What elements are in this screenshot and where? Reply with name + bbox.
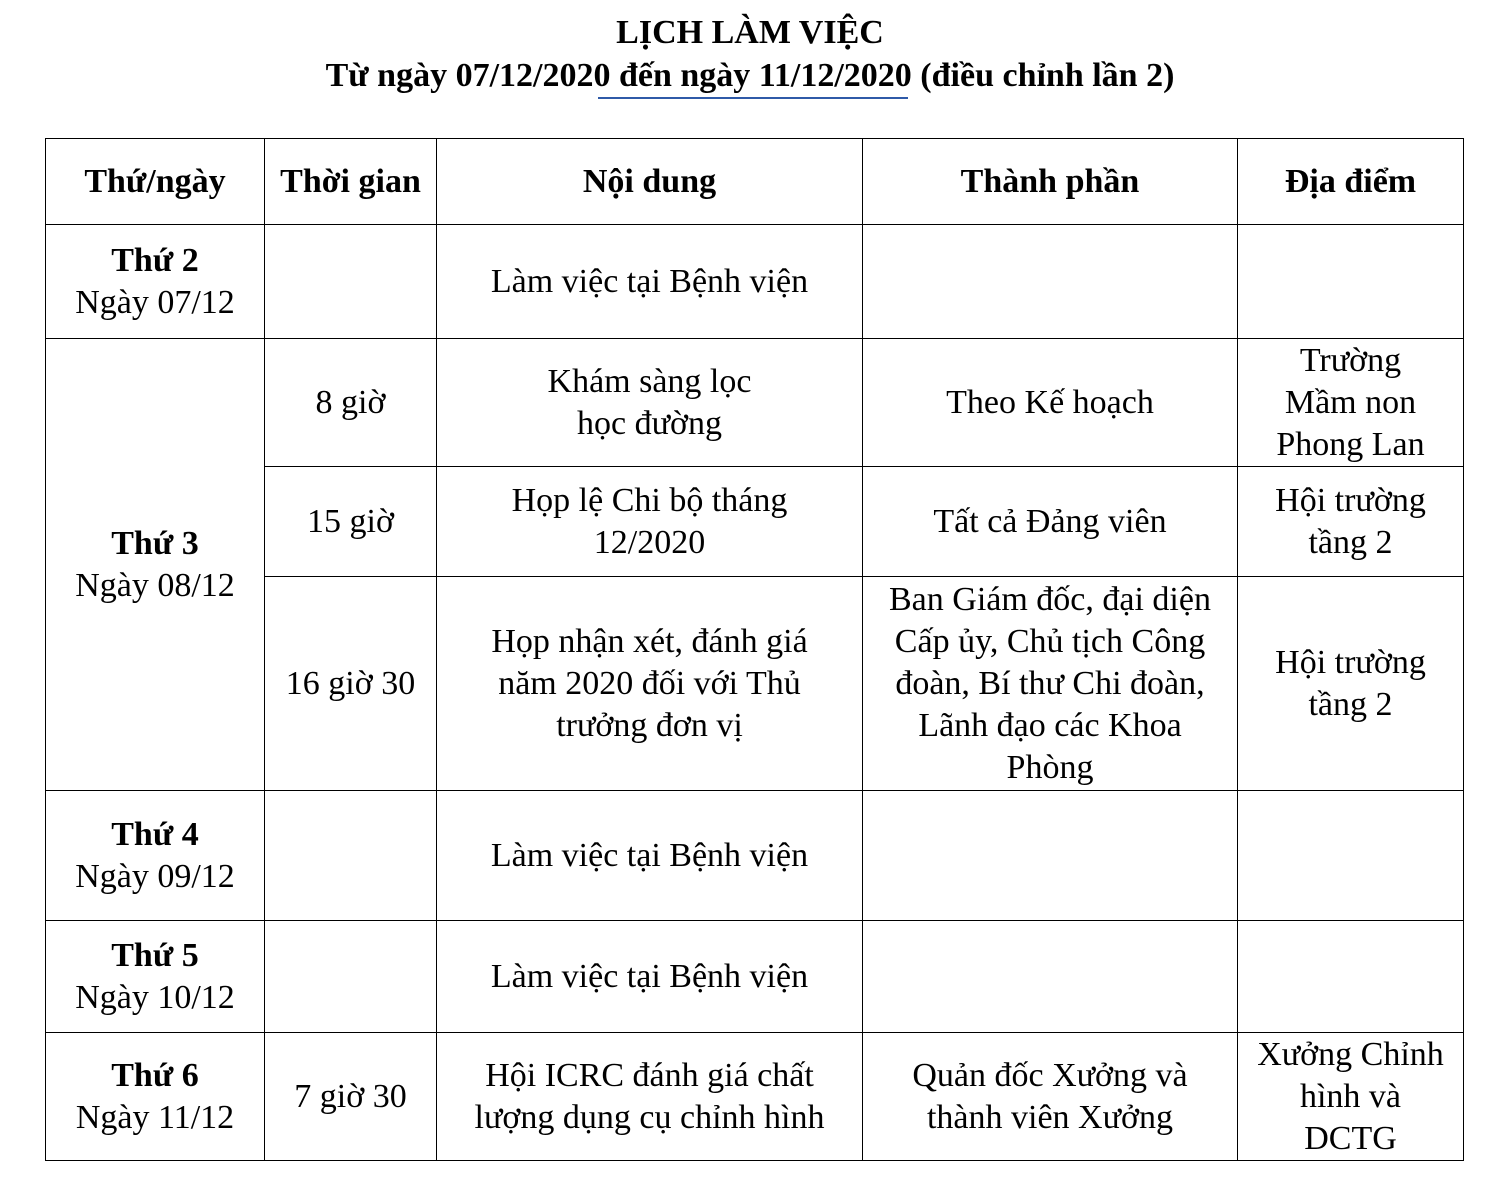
day-name: Thứ 5 [111,936,199,974]
participants-cell: Ban Giám đốc, đại diện Cấp ủy, Chủ tịch Công đoàn, Bí thư Chi đoàn, Lãnh đạo các Khoa Phòng [863,577,1238,791]
table-row [46,339,1464,467]
participants-cell [863,791,1238,921]
table-row [46,1033,1464,1161]
content-cell: Họp nhận xét, đánh giá năm 2020 đối với Thủ trưởng đơn vị [437,577,863,791]
day-date: Ngày 11/12 [75,1098,235,1136]
content-cell: Hội ICRC đánh giá chất lượng dụng cụ chỉnh hình [437,1033,863,1161]
content-cell: Làm việc tại Bệnh viện [437,791,863,921]
location-cell: Trường Mầm non Phong Lan [1238,339,1464,467]
header-row [46,139,1464,225]
day-cell [46,1033,265,1161]
content-cell: Làm việc tại Bệnh viện [437,225,863,339]
column-header-location: Địa điểm [1238,139,1464,225]
schedule-table [45,138,1464,1161]
time-cell [265,791,437,921]
underline-mark [598,97,908,99]
column-header-time: Thời gian [265,139,437,225]
location-cell: Hội trường tầng 2 [1238,467,1464,577]
location-cell: Xưởng Chỉnh hình và DCTG [1238,1033,1464,1161]
time-cell [265,921,437,1033]
column-header-content: Nội dung [437,139,863,225]
content-cell: Làm việc tại Bệnh viện [437,921,863,1033]
page-title: LỊCH LÀM VIỆC [616,14,884,51]
column-header-participants: Thành phần [863,139,1238,225]
day-cell [46,921,265,1033]
content-cell: Họp lệ Chi bộ tháng 12/2020 [437,467,863,577]
table-row [46,921,1464,1033]
page-subtitle: Từ ngày 07/12/2020 đến ngày 11/12/2020 (điều chỉnh lần 2) [325,57,1175,94]
day-date: Ngày 08/12 [75,566,235,604]
day-name: Thứ 2 [111,241,199,279]
day-name: Thứ 3 [111,524,199,562]
table-row [46,791,1464,921]
participants-cell [863,225,1238,339]
day-name: Thứ 6 [111,1056,199,1094]
table-row [46,225,1464,339]
day-cell [46,339,265,791]
day-date: Ngày 07/12 [75,283,235,321]
location-cell: Hội trường tầng 2 [1238,577,1464,791]
day-date: Ngày 09/12 [75,857,235,895]
participants-cell: Quản đốc Xưởng và thành viên Xưởng [863,1033,1238,1161]
time-cell: 8 giờ [265,339,437,467]
time-cell: 16 giờ 30 [265,577,437,791]
time-cell [265,225,437,339]
participants-cell: Theo Kế hoạch [863,339,1238,467]
participants-cell [863,921,1238,1033]
location-cell [1238,921,1464,1033]
time-cell: 7 giờ 30 [265,1033,437,1161]
day-date: Ngày 10/12 [75,978,235,1016]
location-cell [1238,225,1464,339]
day-cell [46,225,265,339]
location-cell [1238,791,1464,921]
time-cell: 15 giờ [265,467,437,577]
participants-cell: Tất cả Đảng viên [863,467,1238,577]
column-header-day: Thứ/ngày [46,139,265,225]
day-cell [46,791,265,921]
content-cell: Khám sàng lọc học đường [437,339,863,467]
day-name: Thứ 4 [111,815,199,853]
